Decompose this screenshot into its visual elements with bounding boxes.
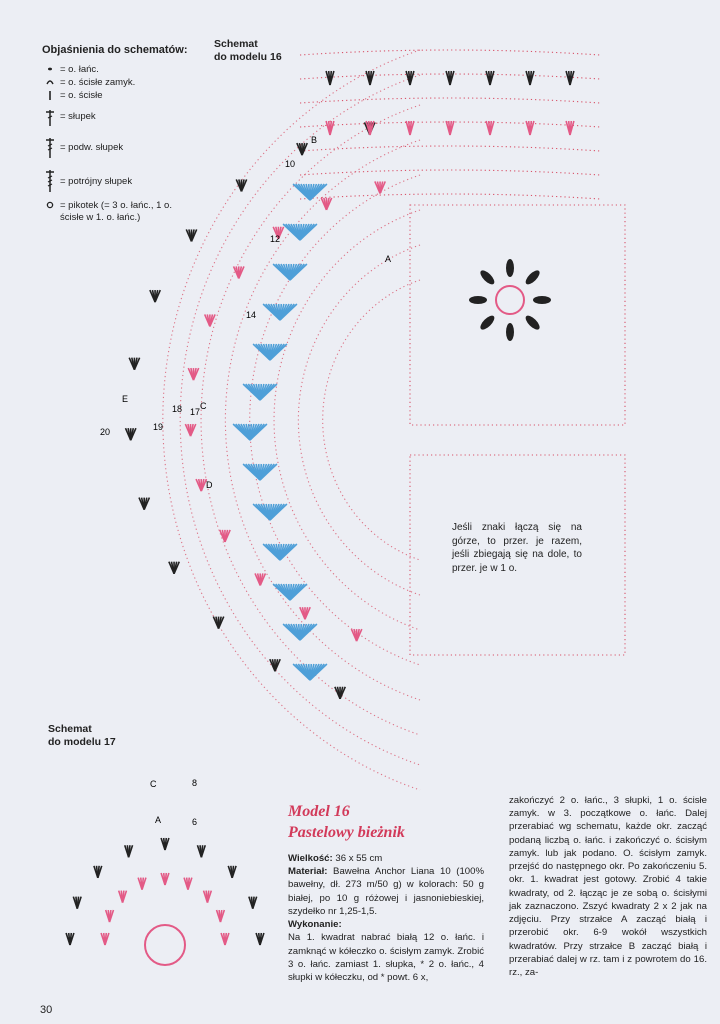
round-8: 8: [192, 778, 198, 788]
round-6: 6: [192, 817, 198, 827]
model-title: [288, 802, 405, 844]
single-crochet-icon: [40, 90, 60, 101]
schema17-title: Schemat do modelu 17: [48, 723, 116, 749]
chain-row: [300, 50, 600, 55]
round-19: 19: [153, 422, 164, 432]
chain-row: [300, 146, 600, 151]
legend-item: [40, 137, 190, 159]
legend-label: = podw. słupek: [60, 141, 124, 153]
legend-label: = słupek: [60, 110, 96, 122]
double-crochet-icon: [40, 109, 60, 127]
instructions-column-1: [288, 852, 484, 984]
joining-note: Jeśli znaki łączą się na górze, to przer. je razem, jeśli zbiegają się na dole, to przer. je w 1 o.: [452, 522, 582, 574]
petal: [469, 296, 487, 304]
legend-item: [40, 109, 190, 127]
petal: [478, 313, 496, 331]
round-17: 17: [190, 407, 201, 417]
motif-center: [496, 286, 524, 314]
chain-arc: [250, 175, 420, 665]
chain-row: [300, 194, 600, 199]
continuation-paragraph: zakończyć 2 o. łańc., 3 słupki, 1 o. ścisłe zamyk. w 3. początkowe o. łańc. Dalej przerabiać wg schematu, każde okr. zacząć podaną liczbą o. łańc. i zakończyć o. ścisłym zamyk. lub jak podano. O. ścisłym zamyk. przejść do następnego okr. Po zakończeniu 5. okr. 1. kwadrat jest gotowy. Zrobić 4 takie kwadraty, od 2. łącząc je ze sobą o. ścisłymi jak zaznaczono. Zszyć kwadraty 2 x 2 jak na zdjęciu. Przy strzałce A zacząć białą i przerobić okr. 6-9 wokół wszystkich kwadratów. Przy strzałce B zacząć białą i przerabiać dalej w rz. tam i z powrotem do 16. rz., za-: [509, 795, 707, 979]
label-E: E: [122, 394, 129, 404]
diagram-labels: [100, 135, 391, 827]
label-B: B: [311, 135, 318, 145]
slip-stitch-icon: [40, 77, 60, 87]
legend-item: [40, 64, 190, 76]
legend-label: = o. łańc.: [60, 64, 99, 75]
label-C17: C: [150, 779, 157, 789]
triple-treble-icon: [40, 169, 60, 193]
round-18: 18: [172, 404, 183, 414]
chain-row: [300, 98, 600, 103]
legend-label: = pikotek (= 3 o. łańc., 1 o. ścisłe w 1. o. łańc.): [60, 199, 172, 223]
chain-arc: [323, 280, 420, 560]
round-20: 20: [100, 427, 111, 437]
petal: [478, 268, 496, 286]
label-A17: A: [155, 815, 162, 825]
petal: [523, 313, 541, 331]
legend-label: = o. ścisłe: [60, 89, 103, 101]
motif17-center: [145, 925, 185, 965]
petal: [506, 259, 514, 277]
petal: [533, 296, 551, 304]
model-number: Model 16: [288, 803, 350, 820]
chain-arc-rows: [163, 50, 625, 790]
legend-item: [40, 200, 190, 224]
chain-row: [300, 170, 600, 175]
picot-icon: [40, 200, 60, 210]
work-paragraph: Na 1. kwadrat nabrać białą 12 o. łańc. i zamknąć w kółeczko o. ścisłym zamyk. Zrobić 3 o. łańc. zamiast 1. słupka, * 2 o. łańc., 4 słupki w kółeczku, od * powt. 6 x,: [288, 932, 484, 984]
square-outline: [410, 205, 625, 425]
round-10: 10: [285, 159, 296, 169]
legend-label: = o. ścisłe zamyk.: [60, 76, 136, 88]
chain-stitch-icon: [40, 64, 60, 74]
legend-item: [40, 90, 190, 102]
petal: [506, 323, 514, 341]
label-A2: A: [385, 254, 392, 264]
legend-title: Objaśnienia do schematów:: [42, 44, 188, 56]
chain-arc: [298, 245, 420, 595]
treble-crochet-icon: [40, 137, 60, 159]
legend-item: [40, 169, 190, 193]
legend: [40, 64, 190, 230]
petal: [523, 268, 541, 286]
legend-item: [40, 77, 190, 89]
schema16-title: Schemat do modelu 16: [214, 38, 282, 64]
model-name: Pastelowy bieżnik: [288, 823, 405, 841]
instructions-column-2: [509, 794, 707, 979]
page-number: 30: [40, 1004, 53, 1016]
round-14: 14: [246, 310, 257, 320]
material-paragraph: Materiał: Bawełna Anchor Liana 10 (100% bawełny, dł. 273 m/50 g) w kolorach: 50 g białej, po 10 g różowej i jasnoniebieskiej, szydełko nr 1,25-1,5.: [288, 866, 484, 917]
chain-row: [300, 122, 600, 127]
chain-arc: [225, 140, 420, 700]
label-D: D: [206, 480, 213, 490]
size-paragraph: Wielkość: 36 x 55 cm: [288, 853, 383, 864]
work-heading: Wykonanie:: [288, 919, 342, 931]
round-12: 12: [270, 234, 281, 244]
legend-label: = potrójny słupek: [60, 175, 133, 187]
label-A: C: [200, 401, 207, 411]
